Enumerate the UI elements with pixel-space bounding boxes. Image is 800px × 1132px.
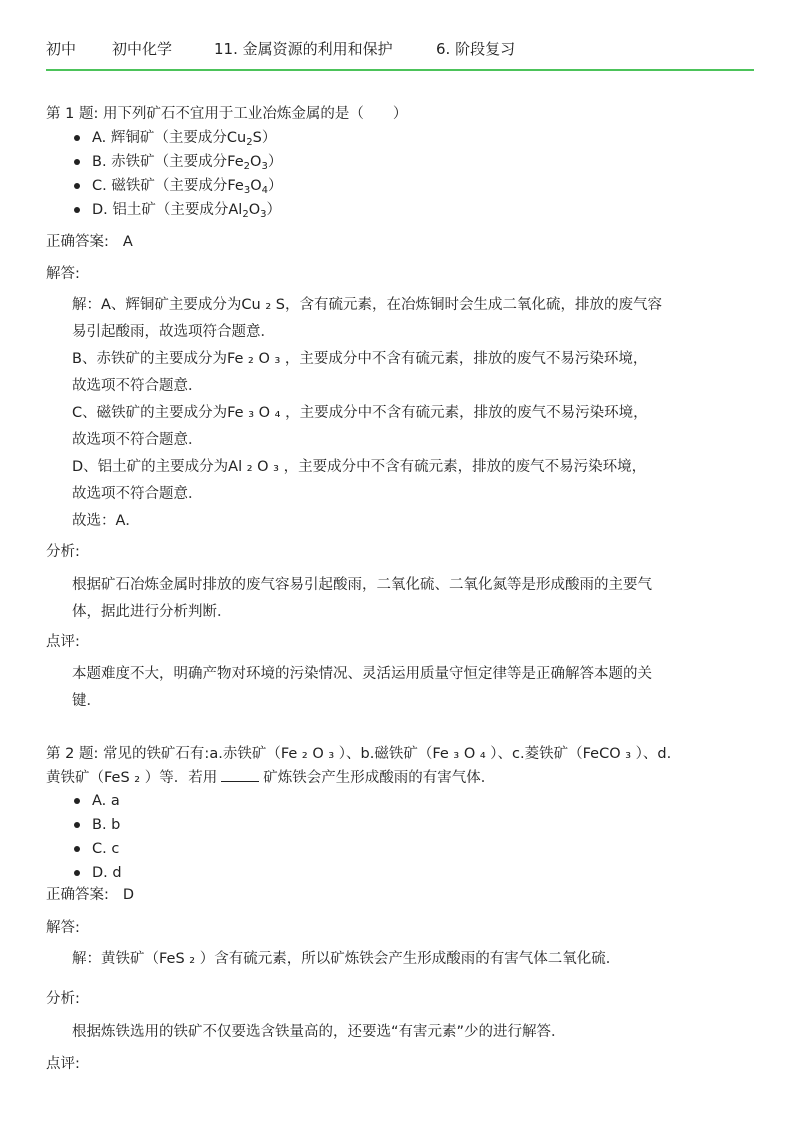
- option-formula: [227, 178, 268, 194]
- option-close: ）: [261, 130, 277, 146]
- question-1-title: 第 1 题: 用下列矿石不宜用于工业冶炼金属的是（ ）: [46, 106, 408, 122]
- question-2-option-b[interactable]: B. b: [72, 813, 122, 837]
- review-line: 键．: [72, 693, 101, 709]
- option-formula: [227, 154, 268, 170]
- question-2-options: [72, 789, 122, 885]
- question-2-option-d[interactable]: D. d: [72, 861, 122, 885]
- option-formula: [227, 130, 262, 146]
- formula-subscript: 4: [261, 185, 268, 196]
- solution-line: 故选项不符合题意．: [72, 378, 203, 394]
- question-2-answer: [46, 883, 134, 907]
- formula-text: Fe: [227, 154, 244, 170]
- breadcrumb-section[interactable]: 6. 阶段复习: [436, 40, 516, 58]
- question-1-answer: [46, 230, 133, 254]
- question-1-options: [72, 126, 282, 222]
- question-1-review: [72, 661, 732, 715]
- formula-subscript: 2: [243, 161, 251, 172]
- option-close: ）: [267, 178, 283, 194]
- question-1-review-label: 点评:: [46, 634, 80, 650]
- formula-text: Fe: [227, 178, 244, 194]
- question-1-solution: [72, 292, 732, 535]
- option-label: D. 铝土矿（主要成分: [92, 202, 229, 218]
- question-2-analysis-label: 分析:: [46, 991, 80, 1007]
- solution-line: B、赤铁矿的主要成分为Fe ₂ O ₃ ，主要成分中不含有硫元素，排放的废气不易污染环境，: [72, 351, 648, 367]
- formula-text: S: [252, 130, 262, 146]
- solution-line: 故选项不符合题意．: [72, 432, 203, 448]
- option-label: A. 辉铜矿（主要成分: [92, 130, 227, 146]
- formula-text: O: [250, 154, 262, 170]
- question-2-solution-label: 解答:: [46, 920, 80, 936]
- review-line: 本题难度不大，明确产物对环境的污染情况、灵活运用质量守恒定律等是正确解答本题的关: [72, 666, 652, 682]
- question-1-analysis-label: 分析:: [46, 544, 80, 560]
- answer-value: D: [122, 887, 135, 903]
- analysis-line: 根据矿石冶炼金属时排放的废气容易引起酸雨，二氧化硫、二氧化氮等是形成酸雨的主要气: [72, 577, 652, 593]
- solution-line: 易引起酸雨，故选项符合题意．: [72, 324, 275, 340]
- solution-line: 故选项不符合题意．: [72, 486, 203, 502]
- question-1-option-c[interactable]: [72, 174, 282, 198]
- answer-value: A: [122, 234, 133, 250]
- formula-text: O: [250, 178, 262, 194]
- question-2-solution: [72, 946, 732, 973]
- solution-line: D、铝土矿的主要成分为Al ₂ O ₃ ，主要成分中不含有硫元素，排放的废气不易污染环境，: [72, 459, 647, 475]
- option-formula: [228, 202, 266, 218]
- analysis-line: 根据炼铁选用的铁矿不仅要选含铁量高的，还要选“有害元素”少的进行解答．: [72, 1024, 566, 1040]
- question-2-option-c[interactable]: C. c: [72, 837, 122, 861]
- question-2-analysis: [72, 1019, 732, 1046]
- question-1-option-b[interactable]: [72, 150, 282, 174]
- formula-subscript: 3: [260, 209, 267, 220]
- answer-label: 正确答案:: [46, 887, 109, 903]
- question-2-review-label: 点评:: [46, 1056, 80, 1072]
- option-label: B. 赤铁矿（主要成分: [92, 154, 228, 170]
- question-1-solution-label: 解答:: [46, 266, 80, 282]
- formula-text: O: [248, 202, 261, 218]
- title-text: 黄铁矿（FeS ₂ ）等．若用: [46, 770, 218, 786]
- answer-label: 正确答案:: [46, 234, 109, 250]
- formula-subscript: 3: [261, 161, 268, 172]
- formula-text: Cu: [226, 130, 247, 146]
- analysis-line: 体，据此进行分析判断．: [72, 604, 232, 620]
- breadcrumb: [46, 38, 515, 59]
- formula-subscript: 2: [246, 137, 253, 148]
- option-close: ）: [267, 154, 283, 170]
- question-2-option-a[interactable]: A. a: [72, 789, 122, 813]
- solution-line: C、磁铁矿的主要成分为Fe ₃ O ₄ ，主要成分中不含有硫元素，排放的废气不易污染环境，: [72, 405, 648, 421]
- option-label: C. 磁铁矿（主要成分: [92, 178, 228, 194]
- question-1-option-d[interactable]: [72, 198, 282, 222]
- question-1-option-a[interactable]: [72, 126, 282, 150]
- question-2-title-line-2: [46, 766, 495, 790]
- title-text: 矿炼铁会产生形成酸雨的有害气体．: [263, 770, 496, 786]
- question-2-title-line-1: 第 2 题: 常见的铁矿石有:a.赤铁矿（Fe ₂ O ₃ ）、b.磁铁矿（Fe ₃ O ₄ ）、c.菱铁矿（FeCO ₃ ）、d.: [46, 746, 672, 762]
- solution-line: 解：A、辉铜矿主要成分为Cu ₂ S，含有硫元素，在冶炼铜时会生成二氧化硫，排放的废气容: [72, 297, 662, 313]
- formula-subscript: 3: [243, 185, 251, 196]
- header-divider: [46, 69, 754, 71]
- formula-subscript: 2: [242, 209, 249, 220]
- solution-line: 故选：A．: [72, 513, 140, 529]
- option-close: ）: [266, 202, 282, 218]
- answer-blank: [221, 769, 259, 782]
- breadcrumb-level[interactable]: 初中: [46, 40, 77, 58]
- formula-text: Al: [228, 202, 243, 218]
- breadcrumb-chapter[interactable]: 11. 金属资源的利用和保护: [214, 40, 393, 58]
- solution-line: 解：黄铁矿（FeS ₂ ）含有硫元素，所以矿炼铁会产生形成酸雨的有害气体二氧化硫．: [72, 951, 621, 967]
- breadcrumb-subject[interactable]: 初中化学: [112, 40, 173, 58]
- question-1-analysis: [72, 572, 732, 626]
